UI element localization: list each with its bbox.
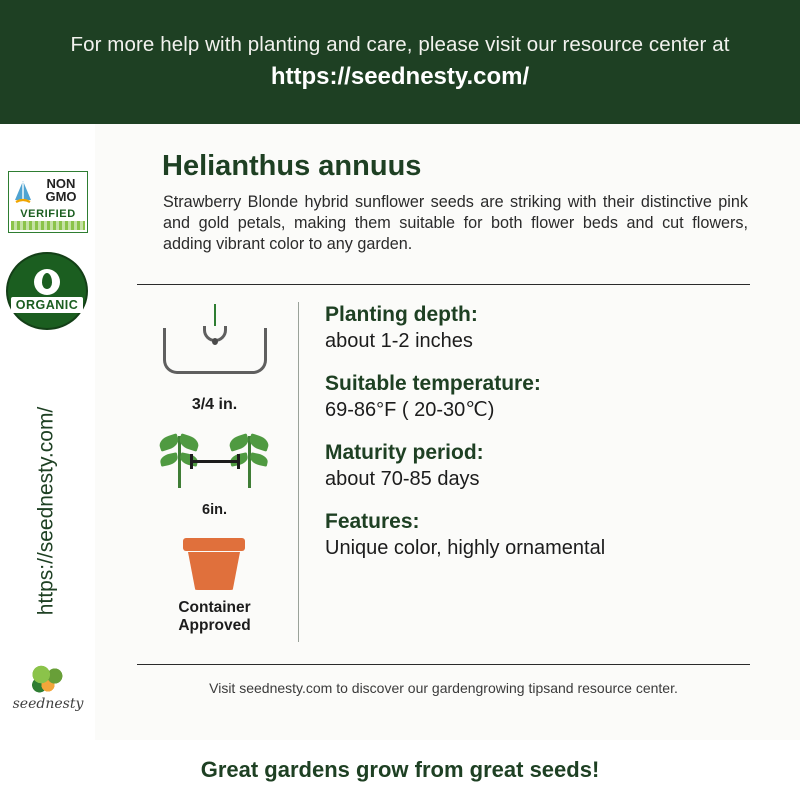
planting-depth-caption: 3/4 in. [191,396,238,413]
description-text: Strawberry Blonde hybrid sunflower seeds are striking with their distinctive pink and gold petals, making them suitable for both flower beds and cut flowers, adding vibrant color to any garden. [163,193,748,253]
left-rail [0,124,95,740]
spec-features [325,509,755,561]
plant-spacing-icon [137,428,292,500]
measure-bar-icon [190,460,240,463]
spec-label: Features: [325,510,420,533]
planting-depth-icon-block [137,304,292,414]
spacing-caption: 6in. [202,502,227,518]
spec-planting-depth [325,302,755,354]
info-card [95,124,800,740]
seed-dot-icon [212,338,218,345]
badge-green-bar [11,221,85,230]
brand-logo [6,664,90,726]
body-area [0,124,800,740]
container-approved-caption: Container Approved [178,599,251,634]
butterfly-leaf-icon [12,178,34,208]
spacing-icon-block [137,428,292,518]
header-website-url[interactable]: https://seednesty.com/ [270,63,530,90]
sprout-left-icon [159,430,199,488]
pot-rim-shape [183,538,245,551]
divider-top [137,284,750,285]
planting-depth-icon [137,304,292,394]
icon-column [137,304,292,649]
footnote-text: Visit seednesty.com to discover our gardengrowing tipsand resource center. [209,680,678,696]
page-title: Helianthus annuus [162,150,422,182]
spec-value: 69-86°F ( 20-30℃) [325,399,495,421]
brand-wordmark: seednesty [12,696,84,712]
footer-banner [0,740,800,800]
organic-leaf-icon [34,269,60,295]
organic-badge [6,252,88,330]
sprout-right-icon [229,430,269,488]
spec-label: Planting depth: [325,303,478,326]
seed-cluster-icon [31,664,65,694]
non-gmo-label: NON GMO [45,176,77,204]
non-gmo-verified-badge [8,171,88,233]
spec-label: Suitable temperature: [325,372,541,395]
pot-body-shape [188,552,240,590]
header-banner [0,0,800,124]
spec-suitable-temperature [325,371,755,423]
footer-tagline: Great gardens grow from great seeds! [200,757,600,782]
spec-value: about 70-85 days [325,468,480,490]
spec-column [325,302,755,578]
divider-bottom [137,664,750,665]
header-helptext: For more help with planting and care, please visit our resource center at [70,33,730,56]
spec-value: Unique color, highly ornamental [325,537,606,559]
flower-pot-icon [137,534,292,596]
vertical-website-url [24,359,68,679]
verified-label: VERIFIED [20,208,76,220]
container-icon-block [137,534,292,635]
spec-value: about 1-2 inches [325,330,473,352]
vertical-url-text: https://seednesty.com/ [34,406,58,616]
spec-label: Maturity period: [325,441,484,464]
spec-maturity-period [325,440,755,492]
organic-label: ORGANIC [11,297,84,313]
divider-vertical [298,302,299,642]
